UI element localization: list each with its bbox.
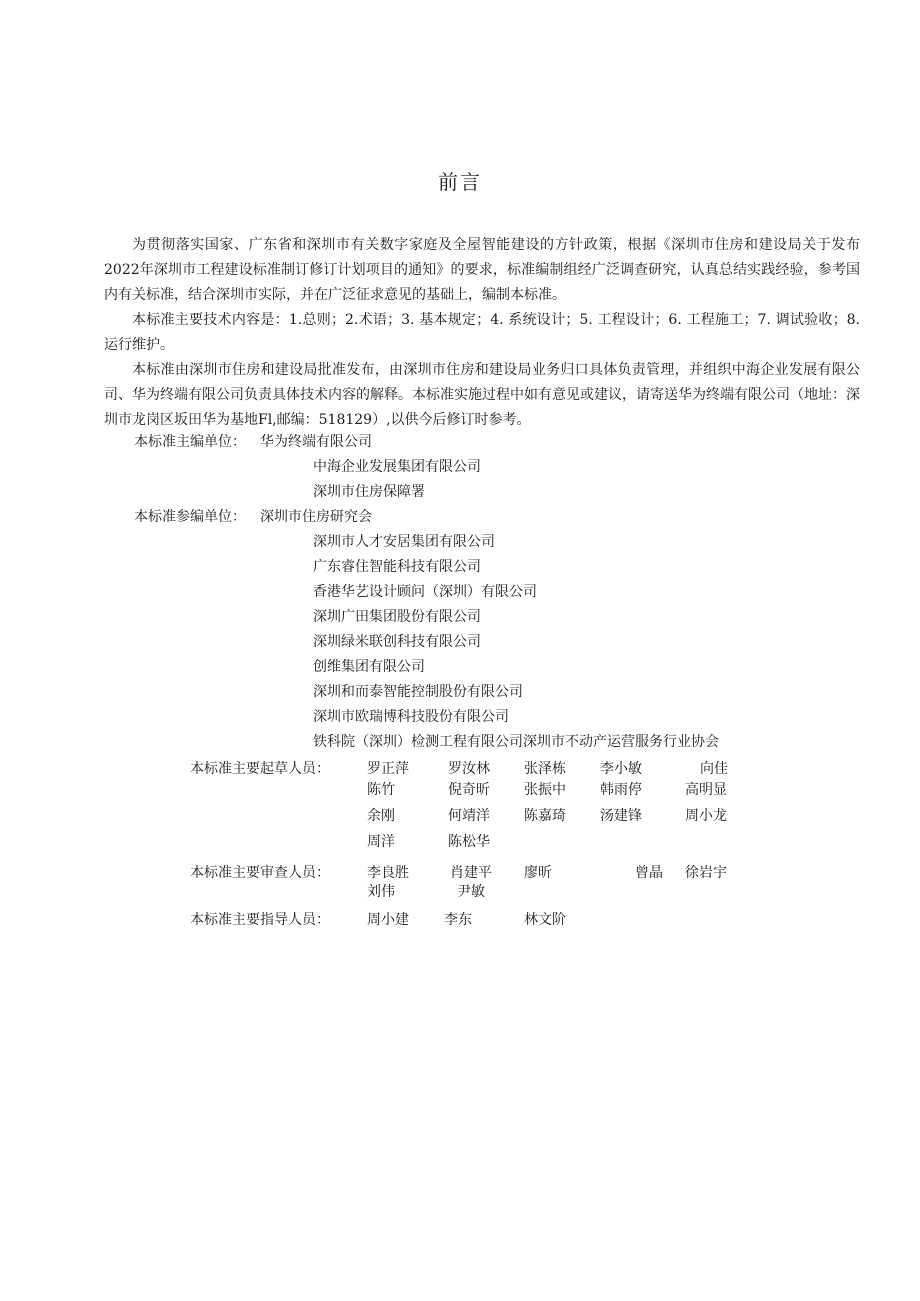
drafter-name: 李小敏 [600, 761, 642, 777]
reviewers-label: 本标准主要审查人员： [190, 865, 330, 881]
drafter-name: 陈竹 [367, 782, 395, 798]
drafter-name: 张泽栋 [524, 761, 566, 777]
document-page: 前言 为贯彻落实国家、广东省和深圳市有关数字家庭及全屋智能建设的方针政策，根据《深圳市住房和建设局关于发布2022年深圳市工程建设标准制订修订计划项目的通知》的要求，标准编制组经广泛调查研究，认真总结实践经验，参考国内有关标准，结合深圳市实际，并在广泛征求意见的基础上，编制本标准。 本标准主要技术内容是：1.总则；2.术语；3. 基本规定；4. 系统设计；5. 工程设计；6. 工程施工；7. 调试验收；8. 运行维护。 本标准由深圳市住房和建设局批准发布，由深圳市住房和建设局业务归口具体负责管理，并组织中海企业发展有限公司、华为终端有限公司负责具体技术内容的解释。本标准实施过程中如有意见或建议，请寄送华为终端有限公司（地址：深圳市龙岗区坂田华为基地Fl,邮编：518129）,以供今后修订时参考。 本标准主编单位： 华为终端有限公司 中海企业发展集团有限公司 深圳市住房保障署 本标准参编单位： 深圳市住房研究会 深圳市人才安居集团有限公司 广东睿住智能科技有限公司 香港华艺设计顾问（深圳）有限公司 深圳广田集团股份有限公司 深圳绿米联创科技有限公司 创维集团有限公司 深圳和而泰智能控制股份有限公司 深圳市欧瑞博科技股份有限公司 铁科院（深圳）检测工程有限公司深圳市不动产运营服务行业协会 本标准主要起草人员： 罗正萍 罗汝林 张泽栋 李小敏 向佳 陈竹 倪奇昕 张振中 韩雨停 高明显 余刚 何靖洋 陈嘉琦 汤建锋 周小龙 周洋 陈松华 本标准主要审查人员： 李良胜 肖建平 廖昕 曾晶 徐岩宇 刘伟 尹敏 本标准主要指导人员： 周小建 李东 林文阶 [0, 0, 920, 1301]
chief-unit-org: 华为终端有限公司 [260, 434, 372, 450]
drafter-name: 周洋 [367, 834, 395, 850]
reviewer-name: 刘伟 [367, 884, 395, 900]
reviewer-name: 尹敏 [457, 884, 485, 900]
drafter-name: 余刚 [367, 808, 395, 824]
drafter-name: 陈嘉琦 [524, 808, 566, 824]
paragraph-administration: 本标准由深圳市住房和建设局批准发布，由深圳市住房和建设局业务归口具体负责管理，并组织中海企业发展有限公司、华为终端有限公司负责具体技术内容的解释。本标准实施过程中如有意见或建议，请寄送华为终端有限公司（地址：深圳市龙岗区坂田华为基地Fl,邮编：518129）,以供今后修订时参考。 [104, 362, 860, 428]
drafter-name: 张振中 [524, 782, 566, 798]
page-title: 前言 [438, 170, 482, 194]
drafter-name: 何靖洋 [448, 808, 490, 824]
reviewer-name: 李良胜 [367, 865, 409, 881]
guide-name: 林文阶 [524, 912, 566, 928]
paragraph-contents: 本标准主要技术内容是：1.总则；2.术语；3. 基本规定；4. 系统设计；5. 工程设计；6. 工程施工；7. 调试验收；8. 运行维护。 [104, 312, 860, 353]
drafter-name: 罗汝林 [448, 761, 490, 777]
reviewer-name: 徐岩宇 [685, 865, 727, 881]
drafter-name: 周小龙 [685, 808, 727, 824]
reviewer-name: 肖建平 [450, 865, 492, 881]
drafter-name: 倪奇昕 [448, 782, 490, 798]
reviewer-name: 廖昕 [524, 865, 552, 881]
drafter-name: 汤建锋 [600, 808, 642, 824]
drafter-name: 罗正萍 [367, 761, 409, 777]
drafter-name: 韩雨停 [600, 782, 642, 798]
drafter-name: 向佳 [700, 761, 728, 777]
drafter-name: 陈松华 [448, 834, 490, 850]
drafter-name: 高明显 [685, 782, 727, 798]
drafters-label: 本标准主要起草人员： [190, 761, 330, 777]
participating-unit-org: 深圳市住房研究会 [260, 509, 372, 525]
reviewer-name: 曾晶 [635, 865, 663, 881]
paragraph-background: 为贯彻落实国家、广东省和深圳市有关数字家庭及全屋智能建设的方针政策，根据《深圳市住房和建设局关于发布2022年深圳市工程建设标准制订修订计划项目的通知》的要求，标准编制组经广泛调查研究，认真总结实践经验，参考国内有关标准，结合深圳市实际，并在广泛征求意见的基础上，编制本标准。 [104, 237, 860, 303]
guide-name: 周小建 [367, 912, 409, 928]
guide-name: 李东 [444, 912, 472, 928]
participating-units-label: 本标准参编单位： [134, 509, 246, 525]
guides-label: 本标准主要指导人员： [190, 912, 330, 928]
chief-units-label: 本标准主编单位： [134, 434, 246, 450]
